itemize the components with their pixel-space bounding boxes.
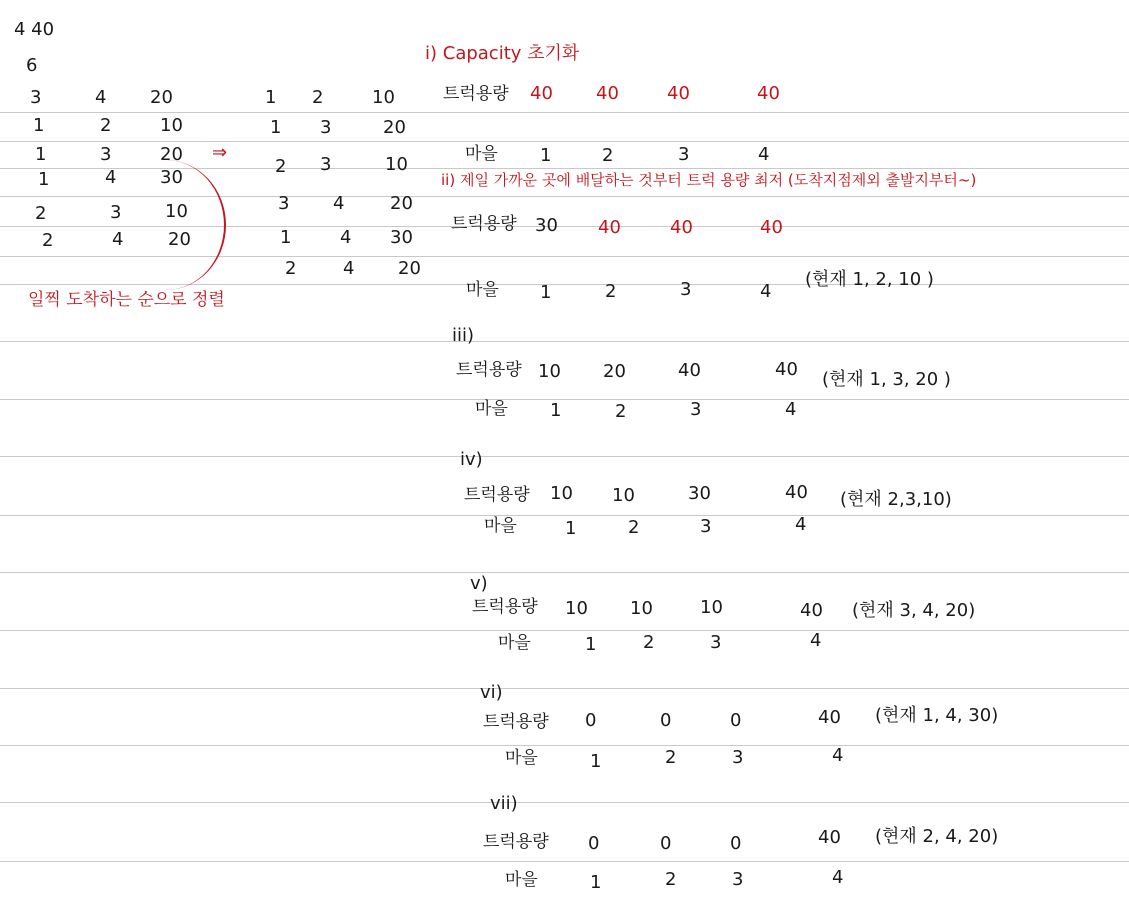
step-town-label: 마을 [466,280,499,300]
step-cap: 10 [550,483,573,504]
sorted-cell: 20 [398,258,421,279]
step-town: 1 [565,518,577,539]
step-town: 2 [665,747,677,768]
step-cap: 40 [800,600,823,621]
step-cap: 30 [688,483,711,504]
step-town: 2 [643,632,655,653]
sorted-cell: 10 [372,87,395,108]
sorted-cell: 30 [390,227,413,248]
step-heading: iii) [452,325,475,346]
step-town-label: 마을 [505,748,538,768]
sorted-cell: 3 [320,117,332,138]
input-cell: 4 [105,167,117,188]
step-town-label: 마을 [475,399,508,419]
sorted-cell: 4 [340,227,352,248]
step-cap: 40 [596,83,619,104]
step-town: 4 [810,630,822,651]
step-town-label: 마을 [498,633,531,653]
sorted-cell: 2 [275,156,287,177]
step-cap-label: 트럭용량 [456,360,522,380]
input-cell: 3 [110,202,122,223]
step-town: 3 [732,747,744,768]
input-cell: 4 [112,229,124,250]
step-cap: 10 [565,598,588,619]
step-town: 3 [700,516,712,537]
step-cap: 0 [730,833,742,854]
step-heading: vi) [480,682,503,703]
ruled-line [0,341,1129,342]
step-cap: 20 [603,361,626,382]
sorted-cell: 3 [320,154,332,175]
bracket-curve [150,160,226,290]
step-cap: 40 [667,83,690,104]
arrow-symbol: ⇒ [212,142,228,163]
step-town: 2 [615,401,627,422]
step-current: (현재 1, 3, 20 ) [822,369,951,390]
step-town: 4 [795,514,807,535]
step-cap: 40 [775,359,798,380]
ruled-line [0,515,1129,516]
step-cap: 40 [757,83,780,104]
input-cell: 1 [38,169,50,190]
ruled-line [0,630,1129,631]
step-cap: 0 [585,710,597,731]
step-cap: 40 [678,360,701,381]
sorted-cell: 4 [333,193,345,214]
step-heading: i) Capacity 초기화 [425,43,580,64]
sorted-cell: 20 [383,117,406,138]
step-town: 1 [540,282,552,303]
step-cap: 10 [612,485,635,506]
input-cell: 1 [35,144,47,165]
sorted-cell: 4 [343,258,355,279]
input-cell: 10 [165,201,188,222]
step-town: 4 [832,867,844,888]
step-town: 1 [540,145,552,166]
input-cell: 20 [168,229,191,250]
sort-note: 일찍 도착하는 순으로 정렬 [28,290,225,310]
input-cell: 30 [160,167,183,188]
step-town: 3 [732,869,744,890]
sorted-cell: 1 [280,227,292,248]
step-cap: 10 [538,361,561,382]
step-town-label: 마을 [484,516,517,536]
step-heading: v) [470,573,488,594]
input-cell: 2 [35,203,47,224]
step-current: (현재 2,3,10) [840,489,952,510]
step-town: 2 [665,869,677,890]
step-heading: ii) 제일 가까운 곳에 배달하는 것부터 트럭 용량 최저 (도착지점제외 출발지부터~) [441,171,977,189]
step-town: 1 [590,872,602,893]
input-cell: 2 [100,115,112,136]
ruled-line [0,572,1129,573]
input-cell: 10 [160,115,183,136]
step-cap: 30 [535,215,558,236]
input-cell: 4 [95,87,107,108]
step-town-label: 마을 [505,870,538,890]
step-current: (현재 1, 2, 10 ) [805,269,934,290]
header-k: 6 [26,55,38,76]
step-current: (현재 3, 4, 20) [852,600,976,621]
input-cell: 2 [42,230,54,251]
sorted-cell: 20 [390,193,413,214]
step-cap: 40 [818,827,841,848]
step-town: 1 [550,400,562,421]
step-town: 3 [678,144,690,165]
step-current: (현재 1, 4, 30) [875,705,999,726]
input-cell: 20 [160,144,183,165]
step-town: 4 [785,399,797,420]
header-n-m: 4 40 [14,19,55,40]
ruled-line [0,399,1129,400]
step-cap: 0 [588,833,600,854]
ruled-line [0,688,1129,689]
step-cap: 40 [818,707,841,728]
input-cell: 3 [30,87,42,108]
input-cell: 20 [150,87,173,108]
step-cap: 40 [760,217,783,238]
step-town: 3 [680,279,692,300]
step-cap: 40 [530,83,553,104]
step-cap-label: 트럭용량 [451,214,517,234]
step-town: 4 [758,144,770,165]
step-cap-label: 트럭용량 [472,597,538,617]
step-cap-label: 트럭용량 [483,832,549,852]
input-cell: 1 [33,115,45,136]
step-town: 1 [590,751,602,772]
step-cap: 40 [598,217,621,238]
step-cap: 10 [630,598,653,619]
ruled-line [0,861,1129,862]
ruled-line [0,112,1129,113]
input-cell: 3 [100,144,112,165]
step-cap: 40 [785,482,808,503]
step-cap: 10 [700,597,723,618]
step-cap: 0 [730,710,742,731]
ruled-line [0,141,1129,142]
ruled-line [0,802,1129,803]
sorted-cell: 2 [285,258,297,279]
step-town: 2 [628,517,640,538]
step-town: 1 [585,634,597,655]
step-town: 2 [605,281,617,302]
step-heading: vii) [490,793,518,814]
step-cap: 0 [660,710,672,731]
step-town: 4 [760,281,772,302]
ruled-line [0,745,1129,746]
ruled-line [0,456,1129,457]
step-current: (현재 2, 4, 20) [875,826,999,847]
step-cap: 40 [670,217,693,238]
step-cap: 0 [660,833,672,854]
sorted-cell: 1 [270,117,282,138]
step-heading: iv) [460,449,483,470]
sorted-cell: 10 [385,154,408,175]
sorted-cell: 3 [278,193,290,214]
sorted-cell: 1 [265,87,277,108]
step-town: 3 [710,632,722,653]
step-town: 3 [690,399,702,420]
step-cap-label: 트럭용량 [464,485,530,505]
sorted-cell: 2 [312,87,324,108]
step-cap-label: 트럭용량 [443,84,509,104]
step-town-label: 마을 [465,144,498,164]
step-town: 2 [602,145,614,166]
step-cap-label: 트럭용량 [483,712,549,732]
step-town: 4 [832,745,844,766]
